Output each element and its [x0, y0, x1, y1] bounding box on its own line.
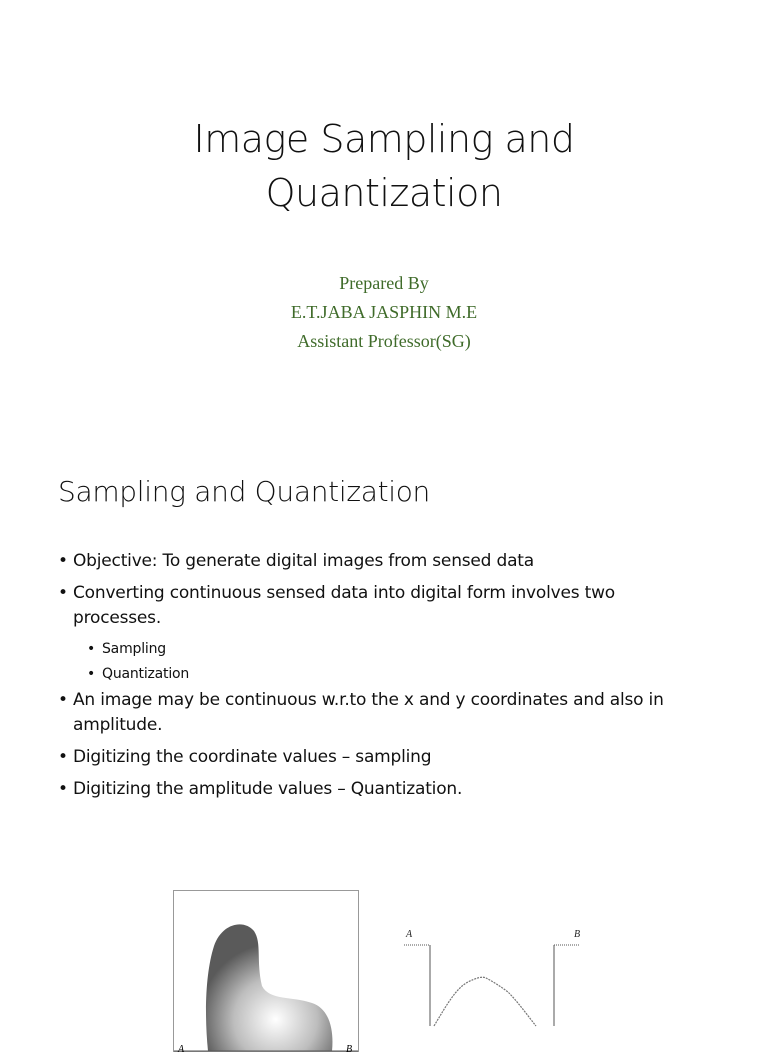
prepared-by-label: Prepared By [339, 273, 429, 293]
object-blob [206, 924, 332, 1051]
slide-title-line-1: Image Sampling and [193, 117, 575, 161]
section-heading: Sampling and Quantization [58, 475, 431, 508]
continuous-image-figure [173, 890, 359, 1055]
profile-noisy-curve [434, 977, 536, 1026]
title-slide [0, 0, 768, 430]
bullet-item: • Digitizing the amplitude values – Quantization. [58, 777, 708, 802]
profile-label-b: B [574, 929, 581, 940]
slide-title-line-2: Quantization [265, 171, 503, 215]
slide-title [0, 112, 768, 220]
bullet-list [58, 549, 708, 809]
content-slide [0, 430, 768, 860]
author-name: E.T.JABA JASPHIN M.E [290, 302, 478, 322]
bullet-item: • An image may be continuous w.r.to the x and y coordinates and also in amplitude. [58, 688, 708, 738]
author-position: Assistant Professor(SG) [297, 331, 471, 351]
bullet-item: • Digitizing the coordinate values – sampling [58, 745, 708, 770]
scan-line-end-label: B [346, 1044, 353, 1055]
bullet-item: • Converting continuous sensed data into digital form involves two processes. [58, 581, 708, 631]
continuous-image-shape [174, 891, 358, 1051]
sub-bullet-item: • Quantization [58, 663, 708, 685]
sub-bullet-item: • Sampling [58, 638, 708, 660]
scan-line-start-label: A [178, 1044, 185, 1055]
profile-label-a: A [406, 929, 413, 940]
intensity-profile-plot [396, 926, 596, 1026]
figure-slide [0, 860, 768, 1055]
bullet-item: • Objective: To generate digital images from sensed data [58, 549, 708, 574]
